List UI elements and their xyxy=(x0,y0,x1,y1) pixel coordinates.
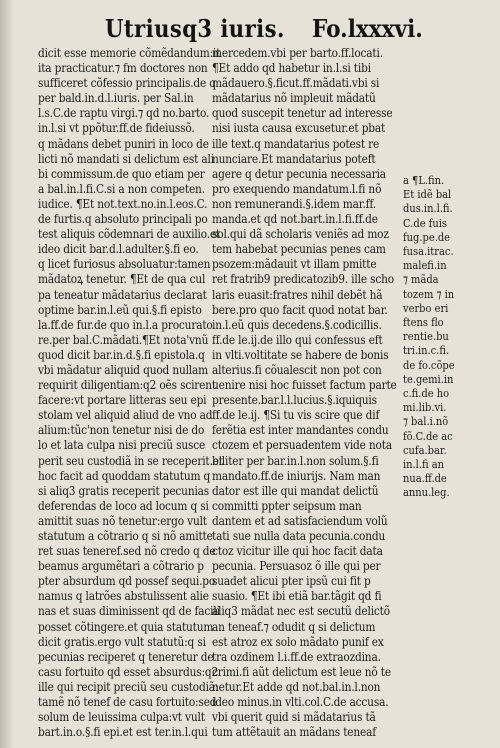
text-line: dantem et ad satisfaciendum volũ xyxy=(212,513,388,528)
text-line: pa teneatur mãdatarius declarat xyxy=(38,287,207,302)
text-line: ctoz vicitur ille qui hoc facit data xyxy=(212,544,383,559)
text-line: namus q latrões abstulissent alie xyxy=(38,589,209,604)
text-line: netur.Et adde qd not.bal.in.l.non xyxy=(212,679,381,694)
text-line: optime bar.in.l.eũ qui.§.fi episto xyxy=(38,302,202,317)
text-line: si aliq3 gratis receperit pecunias xyxy=(38,483,210,498)
text-line: nas et suas diminissent qd de facili xyxy=(38,604,220,619)
text-line: re.per bal.C.mãdati.¶Et nota'vnũ xyxy=(38,332,209,347)
text-line: deferendas de loco ad locum q si xyxy=(38,498,209,513)
text-line: tra ozdinem l.i.ff.de extraozdina. xyxy=(212,649,381,664)
text-line: sufficeret cõfessio principalis.de q xyxy=(38,76,216,91)
text-line: mandato.ff.de iniurijs. Nam man xyxy=(212,468,381,483)
marginal-line: a ¶L.fin. xyxy=(403,173,445,187)
text-line: mãdauero.§.ficut.ff.mãdati.vbi si xyxy=(212,76,380,91)
text-line: perit seu custodiã in se receperit.et xyxy=(38,453,223,468)
text-line: solum de leuissima culpa:vt vult xyxy=(38,710,205,725)
marginal-line: rentie.bu xyxy=(403,329,449,344)
marginal-line: ⁊ mãda xyxy=(403,272,439,287)
marginal-line: fõ.C.de ac xyxy=(403,428,453,443)
text-line: vbi mãdatur aliquid quod nullam xyxy=(38,362,209,377)
page-header xyxy=(0,10,500,50)
text-line: amittit suas nõ tenetur:ergo vult xyxy=(38,513,207,528)
text-line: ille text.q mandatarius potest re xyxy=(212,136,380,151)
text-line: dicit esse memorie cõmẽdandum:it xyxy=(38,46,221,60)
left-text-column xyxy=(38,46,223,740)
marginal-line: mi.lib.vi. xyxy=(403,400,447,415)
text-line: in.l.eũ quis decedens.§.codicillis. xyxy=(212,317,382,332)
text-line: q mãdans debet puniri in loco de xyxy=(38,136,209,151)
text-line: lo et lata culpa nisi preciũ susce xyxy=(38,438,206,453)
text-line: facere:vt portare litteras seu epi xyxy=(38,393,207,408)
text-line: posset cõtingere.et quia statutum xyxy=(38,619,214,634)
marginal-line: fusa.itrac. xyxy=(403,244,454,259)
text-line: test aliquis cõdemnari de auxilio.et xyxy=(38,227,221,242)
marginal-line: tri.in.c.fi. xyxy=(403,343,450,358)
text-line: ideo dicit bar.d.l.adulter.§.fi eo. xyxy=(38,242,199,257)
running-title: Utriusq3 iuris. xyxy=(105,14,285,43)
text-line: tum attẽtauit an mãdans teneaf xyxy=(212,725,377,740)
text-line: ita practicatur.⁊ fm doctores non xyxy=(38,61,208,76)
marginal-line: nua.ff.de xyxy=(403,471,447,486)
text-line: an teneaf.⁊ odudit q si delictum xyxy=(212,619,376,634)
text-line: alterius.fi cõualescit non pot con xyxy=(212,362,382,377)
text-line: nunciare.Et mandatarius poteft xyxy=(212,151,376,166)
text-line: de furtis.q absoluto principali po xyxy=(38,212,208,227)
marginal-line: ⁊ bal.i.nõ xyxy=(403,414,449,429)
text-line: a bal.in.l.fi.C.si a non competen. xyxy=(38,181,205,196)
text-line: ideo minus.in vlti.col.C.de accusa. xyxy=(212,695,389,710)
marginal-line: tozem ⁊ in xyxy=(403,286,455,301)
marginal-line: fug.pe.de xyxy=(403,229,451,244)
marginal-line: te.gemi.in xyxy=(403,371,454,386)
text-line: tamẽ nõ tenef de casu fortuito:sed xyxy=(38,695,217,710)
text-line: presente.bar.l.l.lucius.§.iquiquis xyxy=(212,393,377,408)
text-line: nisi iusta causa excusetur.et pbat xyxy=(212,121,386,136)
text-line: mãdatarius nõ impleuit mãdatũ xyxy=(212,91,376,106)
text-line: q licet furiosus absoluatur:tamen xyxy=(38,257,211,272)
text-line: bart.in.o.§.fi epi.et est ter.in.l.qui xyxy=(38,725,208,740)
text-line: biliter per bar.in.l.non solum.§.fi xyxy=(212,453,379,468)
text-line: ret fratrib9 predicatozib9. ille scho xyxy=(212,272,394,287)
marginal-line: annu.leg. xyxy=(403,485,450,500)
text-line: hoc facit ad quoddam statutum q xyxy=(38,468,211,483)
text-line: iudice. ¶Et not.text.no.in.l.eos.C. xyxy=(38,196,208,211)
text-line: ff.de le.ij.de illo qui confessus eft xyxy=(212,332,383,347)
text-line: pro exequendo mandatum.l.fi nõ xyxy=(212,181,382,196)
text-line: manda.et qd not.bart.in.l.fi.ff.de xyxy=(212,212,378,227)
text-line: statutum a cõtrario q si nõ amitte xyxy=(38,529,213,543)
text-line: sol.qui dã scholaris veniẽs ad moz xyxy=(212,227,389,242)
text-line: tem habebat pecunias penes cam xyxy=(212,242,386,257)
text-line: l.s.C.de raptu virgi.⁊ qd no.barto. xyxy=(38,106,210,121)
text-line: est atroz ex solo mãdato punif ex xyxy=(212,634,384,649)
text-line: suadet alicui pter ipsũ cui fit p xyxy=(212,574,371,589)
text-line: la.ff.de fur.de quo in.l.a procurato xyxy=(38,317,213,332)
text-line: laris euasit:fratres nihil debẽt hã xyxy=(212,287,383,302)
marginal-line: in.l.fi an xyxy=(403,457,444,472)
text-line: ille qui recipit preciũ seu custodiã: xyxy=(38,679,219,694)
text-line: licti nõ mandati si delictum est ali xyxy=(38,151,214,166)
text-line: aliq3 mãdat nec est secutũ delictõ xyxy=(212,604,390,619)
text-line: beamus argumẽtari a cõtrario p xyxy=(38,559,204,574)
marginal-line: verbo eri xyxy=(403,300,449,315)
marginal-line: Et idẽ bal xyxy=(403,187,452,202)
text-line: tati sue nulla data pecunia.condu xyxy=(212,529,386,543)
text-line: pter absurdum qd possef sequi.po xyxy=(38,574,216,589)
marginal-line: de fo.cõpe xyxy=(403,357,455,372)
text-line: quod suscepit tenetur ad interesse xyxy=(212,106,393,121)
marginal-line: c.fi.de ho xyxy=(403,386,450,401)
text-line: mercedem.vbi per barto.ff.locati. xyxy=(212,46,383,60)
text-line: crimi.fi aũt delictum est leue nõ te xyxy=(212,664,391,679)
text-line: casu fortuito qd esset absurdus:q2 xyxy=(38,664,219,679)
text-line: ¶Et addo qd habetur in.l.si tibi xyxy=(212,61,371,76)
text-line: agere q detur pecunia necessaria xyxy=(212,166,386,181)
text-line: dicit gratis.ergo vult statutũ:q si xyxy=(38,634,206,649)
text-line: pecunias reciperet q teneretur de xyxy=(38,649,214,664)
folio-number: Fo.lxxxvi. xyxy=(312,14,423,43)
marginal-line: ftens flo xyxy=(403,315,444,330)
text-line: ret suas teneref.sed nõ credo q de xyxy=(38,544,216,559)
text-line: mãdatoꝝ tenetur. ¶Et de qua cul xyxy=(38,272,206,287)
text-line: in vlti.voltitate se habere de bonis xyxy=(212,347,389,362)
text-line: uenire nisi hoc fuisset factum parte xyxy=(212,378,397,393)
right-text-column xyxy=(212,46,397,740)
text-line: alium:tũc'non tenetur nisi de do xyxy=(38,423,205,438)
text-line: suasio. ¶Et ibi etiã bar.tãgit qd fi xyxy=(212,589,382,604)
marginal-line: C.de fuis xyxy=(403,215,447,230)
marginal-line: dus.in.l.fi. xyxy=(403,201,453,216)
marginal-note xyxy=(403,173,455,500)
text-line: bi commissum.de quo etiam per xyxy=(38,166,205,181)
text-line: pecunia. Persuasoz õ ille qui per xyxy=(212,559,381,574)
text-line: quod dicit bar.in.d.§.fi epistola.q xyxy=(38,347,205,362)
marginal-line: malefi.in xyxy=(403,258,447,273)
text-line: ff.de le.ij. ¶Si tu vis scire que dif xyxy=(212,408,380,423)
text-line: ctozem et persuadentem vide nota xyxy=(212,438,392,453)
text-line: in.l.si vt ppõtur.ff.de fideiussõ. xyxy=(38,121,195,136)
text-line: psozem:mãdauit vt illam pmitte xyxy=(212,257,377,272)
text-line: dator est ille qui mandat delictũ xyxy=(212,483,379,498)
text-line: per bald.in.d.l.iuris. per Sal.in xyxy=(38,91,194,106)
marginal-line: cufa.bar. xyxy=(403,442,447,457)
text-line: vbi querit quid si mãdatarius tã xyxy=(212,710,376,725)
text-line: stolam vel aliquid aliud de vno ad xyxy=(38,408,213,423)
text-line: non remunerandi.§.idem mar.ff. xyxy=(212,196,376,211)
text-line: requirit diligentiam:q2 oẽs scirent xyxy=(38,378,216,393)
text-line: committi ppter seipsum man xyxy=(212,498,362,513)
text-line: ferẽtia est inter mandantes condu xyxy=(212,423,389,438)
text-line: bere.pro quo facit quod notat bar. xyxy=(212,302,388,317)
